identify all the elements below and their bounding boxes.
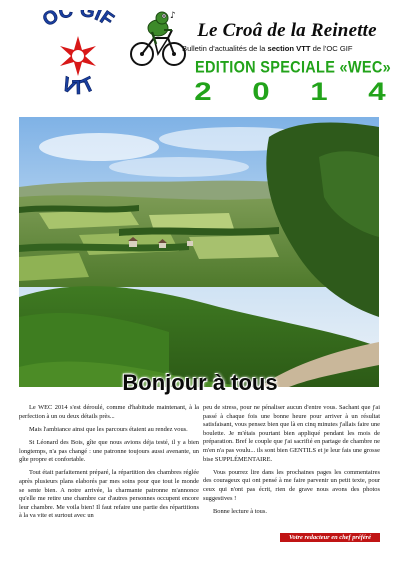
article-column-left [19,404,199,526]
year-digit: 0 [252,78,270,106]
year-digit: 2 [194,78,212,106]
edition-banner: EDITION SPECIALE «WEC» [195,58,391,78]
article-paragraph: St Léonard des Bois, gîte que nous avions déja testé, il y a bien longtemps, n'a pas changé : une patronne toujours aussi avenante, un gîte propre et confortable. [19,438,199,464]
logo-text-top: OC GIF [39,10,118,32]
page-headline: Bonjour à tous [122,370,278,395]
svg-text:OC GIF [39,10,117,31]
logo-text-bottom: VTT [58,73,99,100]
magazine-title: Le Croâ de la Reinette [197,20,377,41]
subtitle-bold: section VTT [267,44,311,53]
landscape-photo [19,117,379,387]
article-paragraph: Mais l'ambiance ainsi que les parcours étaient au rendez vous. [29,425,188,433]
magazine-subtitle [182,44,398,53]
article-paragraph: Tout était parfaitement préparé, la répartition des chambres réglée après plusieurs plans elaborés par mes soins pour que tout le monde se sente bien. A notre arrivée, la charmante patronne m'annonce qu'elle me retire une chambre car d'autres personnes occupent encore leur chambre. Me voila bien! Il faut refaire une partie des répartitions à la va vite et surtout avec un [19,469,199,520]
year-digit: 1 [310,78,328,106]
svg-text:♪: ♪ [170,11,176,21]
subtitle-pre: Bulletin d'actualités de la [182,44,268,53]
edition-year [186,78,398,107]
article-paragraph: peu de stress, pour ne pénaliser aucun d'entre vous. Sachant que j'ai passé à chaque fois une bonne heure pour arriver à un résultat satisfaisant, vous pensez bien que là en cinq minutes j'allais faire une boulette. Je m'étais pourtant bien appliqué pendant les mois de préparation. Bref le couple que j'ai sacrifié en partage de chambre ne m'en n'a pas voulu... ils sont bien GENTILS et je leur fais une grosse bise SUPPLÉMENTAIRE. [203,404,380,463]
article-paragraph: Le WEC 2014 s'est déroulé, comme d'habitude maintenant, à la perfection à un ou deux détails près... [19,404,199,420]
article-paragraph: Vous pourrez lire dans les prochaines pages les commentaires des courageux qui ont pensé à me faire parvenir un petit texte, pour ceux qui n'ont pas écrit, rien de grave nous avons des photos suggestives ! [203,468,380,502]
svg-text:VTT [58,73,98,99]
oc-gif-vtt-logo [22,10,134,100]
article-signoff: Bonne lecture à tous. [213,507,267,515]
year-digit: 4 [368,78,386,106]
author-byline: Votre redacteur en chef préféré [280,533,380,542]
subtitle-post: de l'OC GIF [310,44,353,53]
article-column-right [203,404,380,521]
